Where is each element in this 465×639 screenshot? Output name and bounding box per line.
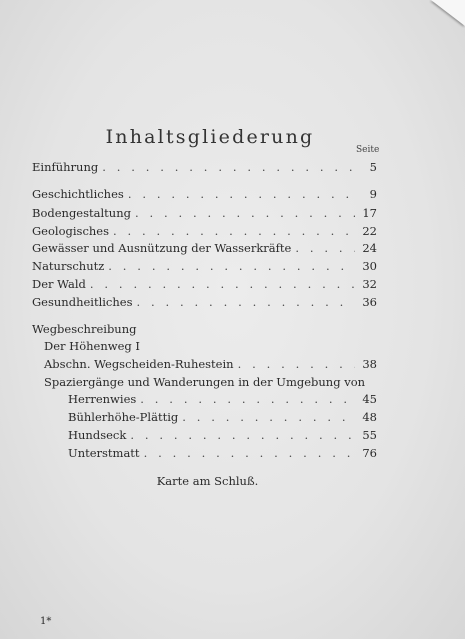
toc-entry-label: Gesundheitliches [32, 295, 133, 309]
dot-leader [137, 295, 356, 309]
toc-entry-label: Geologisches [32, 224, 110, 238]
dot-leader [144, 446, 355, 460]
dot-leader [113, 224, 355, 238]
toc-entry-page: 9 [369, 187, 377, 201]
toc-entry-bodengestaltung [32, 206, 377, 220]
dot-leader [295, 241, 355, 255]
toc-entry-gesundheitliches [32, 295, 377, 309]
toc-entry-einfuehrung [32, 160, 377, 174]
toc-entry-label: Naturschutz [32, 259, 105, 273]
dot-leader [130, 428, 355, 442]
toc-entry-page: 55 [362, 428, 377, 442]
toc-entry-buehlerhoehe [68, 410, 377, 424]
toc-entry-label: Abschn. Wegscheiden-Ruhestein [44, 357, 234, 371]
dot-leader [135, 206, 355, 220]
toc-entry-label: Einführung [32, 160, 99, 174]
page-folio: 1* [40, 616, 52, 627]
map-note: Karte am Schluß. [156, 474, 259, 488]
toc-entry-hundseck [68, 428, 377, 442]
toc-entry-unterstmatt [68, 446, 377, 460]
section-heading-wegbeschreibung: Wegbeschreibung [32, 322, 137, 336]
dot-leader [108, 259, 355, 273]
subheading-hoehenweg: Der Höhenweg I [44, 339, 140, 353]
toc-entry-label: Der Wald [32, 277, 86, 291]
toc-entry-label: Bodengestaltung [32, 206, 131, 220]
toc-entry-page: 36 [362, 295, 377, 309]
toc-entry-gewaesser [32, 241, 377, 255]
toc-entry-page: 45 [362, 392, 377, 406]
toc-entry-page: 22 [362, 224, 377, 238]
toc-entry-label: Hundseck [68, 428, 127, 442]
toc-entry-wald [32, 277, 377, 291]
toc-entry-page: 48 [362, 410, 377, 424]
toc-entry-page: 38 [362, 357, 377, 371]
subheading-spaziergaenge: Spaziergänge und Wanderungen in der Umgebung von [44, 375, 366, 389]
toc-entry-page: 32 [362, 277, 377, 291]
toc-entry-abschnitt [44, 357, 377, 371]
dot-leader [102, 160, 355, 174]
toc-entry-label: Gewässer und Ausnützung der Wasserkräfte [32, 241, 292, 255]
toc-entry-page: 17 [362, 206, 377, 220]
page-title: Inhaltsgliederung [105, 126, 315, 148]
toc-entry-label: Geschichtliches [32, 187, 124, 201]
dot-leader [182, 410, 355, 424]
dot-leader [238, 357, 355, 371]
dot-leader [128, 187, 355, 201]
dot-leader [140, 392, 355, 406]
toc-entry-page: 30 [362, 259, 377, 273]
toc-entry-label: Bühlerhöhe-Plättig [68, 410, 179, 424]
toc-entry-label: Unterstmatt [68, 446, 140, 460]
toc-entry-page: 5 [369, 160, 377, 174]
toc-entry-page: 24 [362, 241, 377, 255]
toc-entry-page: 76 [362, 446, 377, 460]
toc-entry-geologisches [32, 224, 377, 238]
dot-leader [90, 277, 355, 291]
toc-entry-herrenwies [68, 392, 377, 406]
page-column-header: Seite [356, 145, 380, 155]
toc-entry-naturschutz [32, 259, 377, 273]
toc-entry-label: Herrenwies [68, 392, 137, 406]
toc-entry-geschichtliches [32, 187, 377, 201]
